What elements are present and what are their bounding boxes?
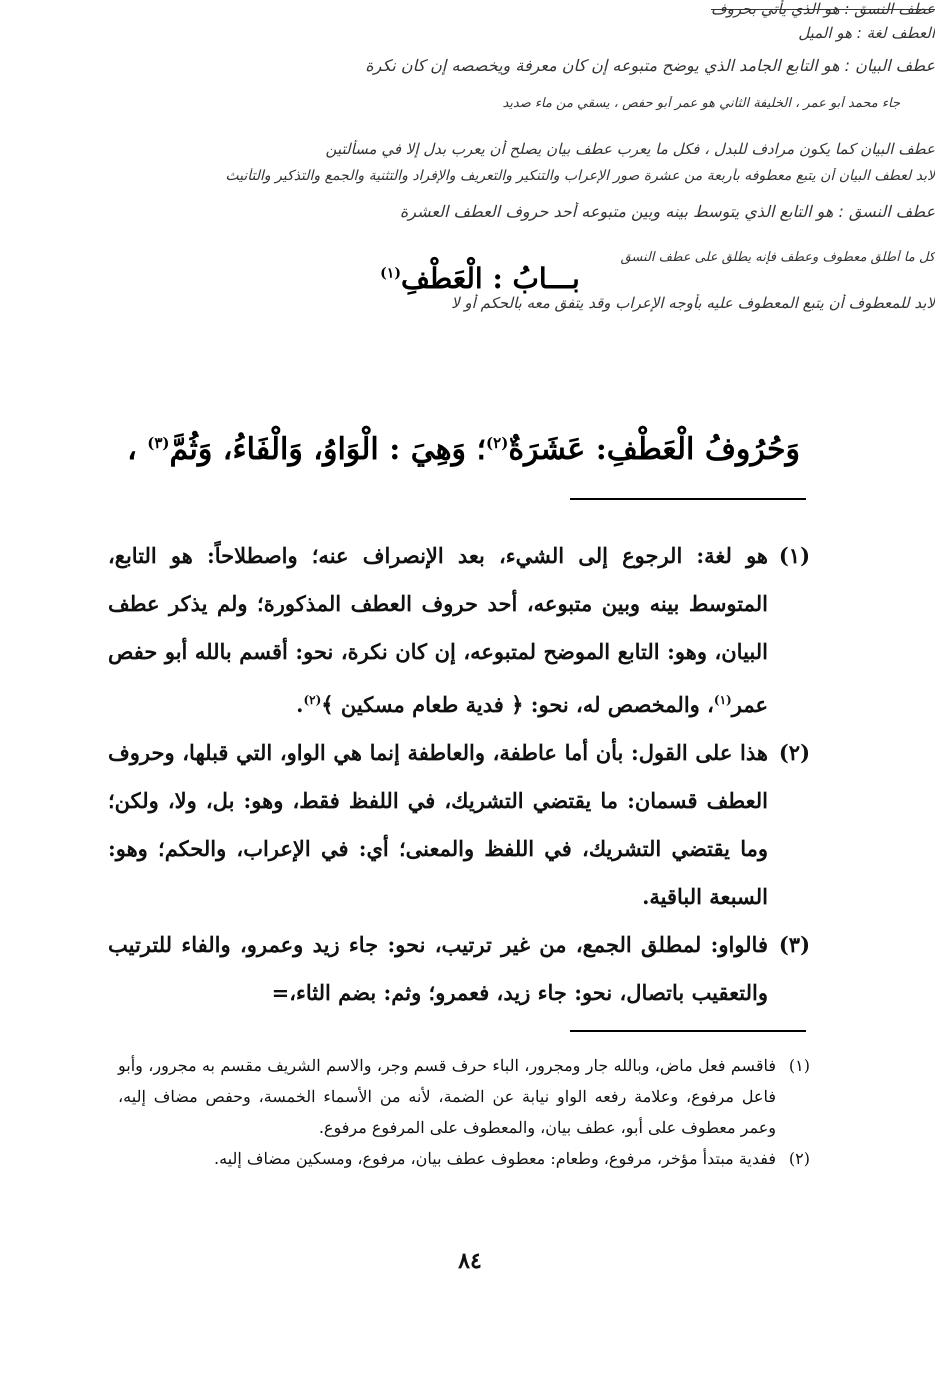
main-text-part: ؛ وَهِيَ : الْوَاوُ، وَالْفَاءُ، وَثُمَّ [169,432,487,467]
main-text-part: وَحُرُوفُ الْعَطْفِ: عَشَرَةٌ [508,432,800,467]
note-text: هذا على القول: بأن أما عاطفة، والعاطفة إنما هي الواو، التي قبلها، وحروف العطف قسمان: ما يقتضي التشريك، في اللفظ فقط، وهو: بل، ولا، ولكن؛ وما يقتضي التشريك، في اللفظ والمعنى؛ أي: في الإعراب، والحكم؛ وهو: السبعة الباقية. [108,740,768,909]
chapter-title [350,262,610,295]
handwritten-note: لابد لعطف البيان أن يتبع معطوفه بأربعة من عشرة صور الإعراب والتنكير والتعريف والإفراد والتثنية والجمع والتذكير والتأنيث [225,168,935,184]
footnote-ref: (٢) [303,693,322,707]
main-text [40,432,800,467]
handwritten-note: عطف البيان كما يكون مرادف للبدل ، فكل ما يعرب عطف بيان يصلح أن يعرب بدل إلا في مسألتين [325,140,935,158]
handwritten-note: عطف النسق : هو التابع الذي يتوسط بينه وبين متبوعه أحد حروف العطف العشرة [399,202,935,221]
handwritten-note: عطف النسق : هو الذي يأتي بحروف [711,0,935,18]
commentary-note [108,729,810,921]
footnote-ref: (٣) [147,434,170,452]
note-text: . [296,692,304,717]
chapter-title-text: بـــابُ : الْعَطْفِ [400,262,580,295]
main-text-part: ، [127,432,137,467]
commentary-notes [108,532,810,1017]
footnote [118,1143,810,1174]
note-number: (٢) [778,740,810,765]
footnotes [118,1050,810,1174]
handwritten-note: عطف البيان : هو التابع الجامد الذي يوضح متبوعه إن كان معرفة ويخصصه إن كان نكرة [365,56,935,75]
page-number: ٨٤ [458,1248,482,1274]
footnote-number: (١) [788,1056,810,1075]
handwritten-note: العطف لغة : هو الميل [798,24,935,42]
footnote-text: ففدية مبتدأ مؤخر، مرفوع، وطعام: معطوف عطف بيان، مرفوع، ومسكين مضاف إليه. [213,1149,776,1168]
note-number: (٣) [778,932,810,957]
commentary-note [108,921,810,1017]
handwritten-note: لابد للمعطوف أن يتبع المعطوف عليه بأوجه الإعراب وقد يتفق معه بالحكم أو لا [451,294,935,312]
handwritten-note: كل ما أطلق معطوف وعطف فإنه يطلق على عطف النسق [620,250,935,265]
footnote [118,1050,810,1143]
note-text: فالواو: لمطلق الجمع، من غير ترتيب، نحو: جاء زيد وعمرو، والفاء للترتيب والتعقيب باتصال، نحو: جاء زيد، فعمرو؛ وثم: بضم الثاء،= [108,932,768,1005]
footnote-separator [570,1030,806,1032]
note-text: ، والمخصص له، نحو: ﴿ فدية طعام مسكين ﴾ [321,692,714,717]
footnote-text: فاقسم فعل ماض، وبالله جار ومجرور، الباء حرف قسم وجر، والاسم الشريف مقسم به مجرور، وأبو فاعل مرفوع، وعلامة رفعه الواو نيابة عن الضمة، لأنه من الأسماء الخمسة، وحفص مضاف إليه، وعمر معطوف على أبو، عطف بيان، والمعطوف على المرفوع مرفوع. [118,1056,776,1137]
separator-rule [570,498,806,500]
commentary-note [108,532,810,729]
footnote-ref: (٢) [486,434,509,452]
chapter-title-ref: (١) [380,265,401,282]
handwritten-note: جاء محمد أبو عمر ، الخليفة الثاني هو عمر أبو حفص ، يسقي من ماء صديد [502,96,900,111]
footnote-number: (٢) [788,1149,810,1168]
footnote-ref: (١) [713,693,732,707]
note-text: هو لغة: الرجوع إلى الشيء، بعد الإنصراف عنه؛ واصطلاحاً: هو التابع، المتوسط بينه وبين متبوعه، أحد حروف العطف المذكورة؛ ولم يذكر عطف البيان، وهو: التابع الموضح لمتبوعه، إن كان نكرة، نحو: أقسم بالله أبو حفص عمر [108,543,768,717]
note-number: (١) [778,543,810,568]
